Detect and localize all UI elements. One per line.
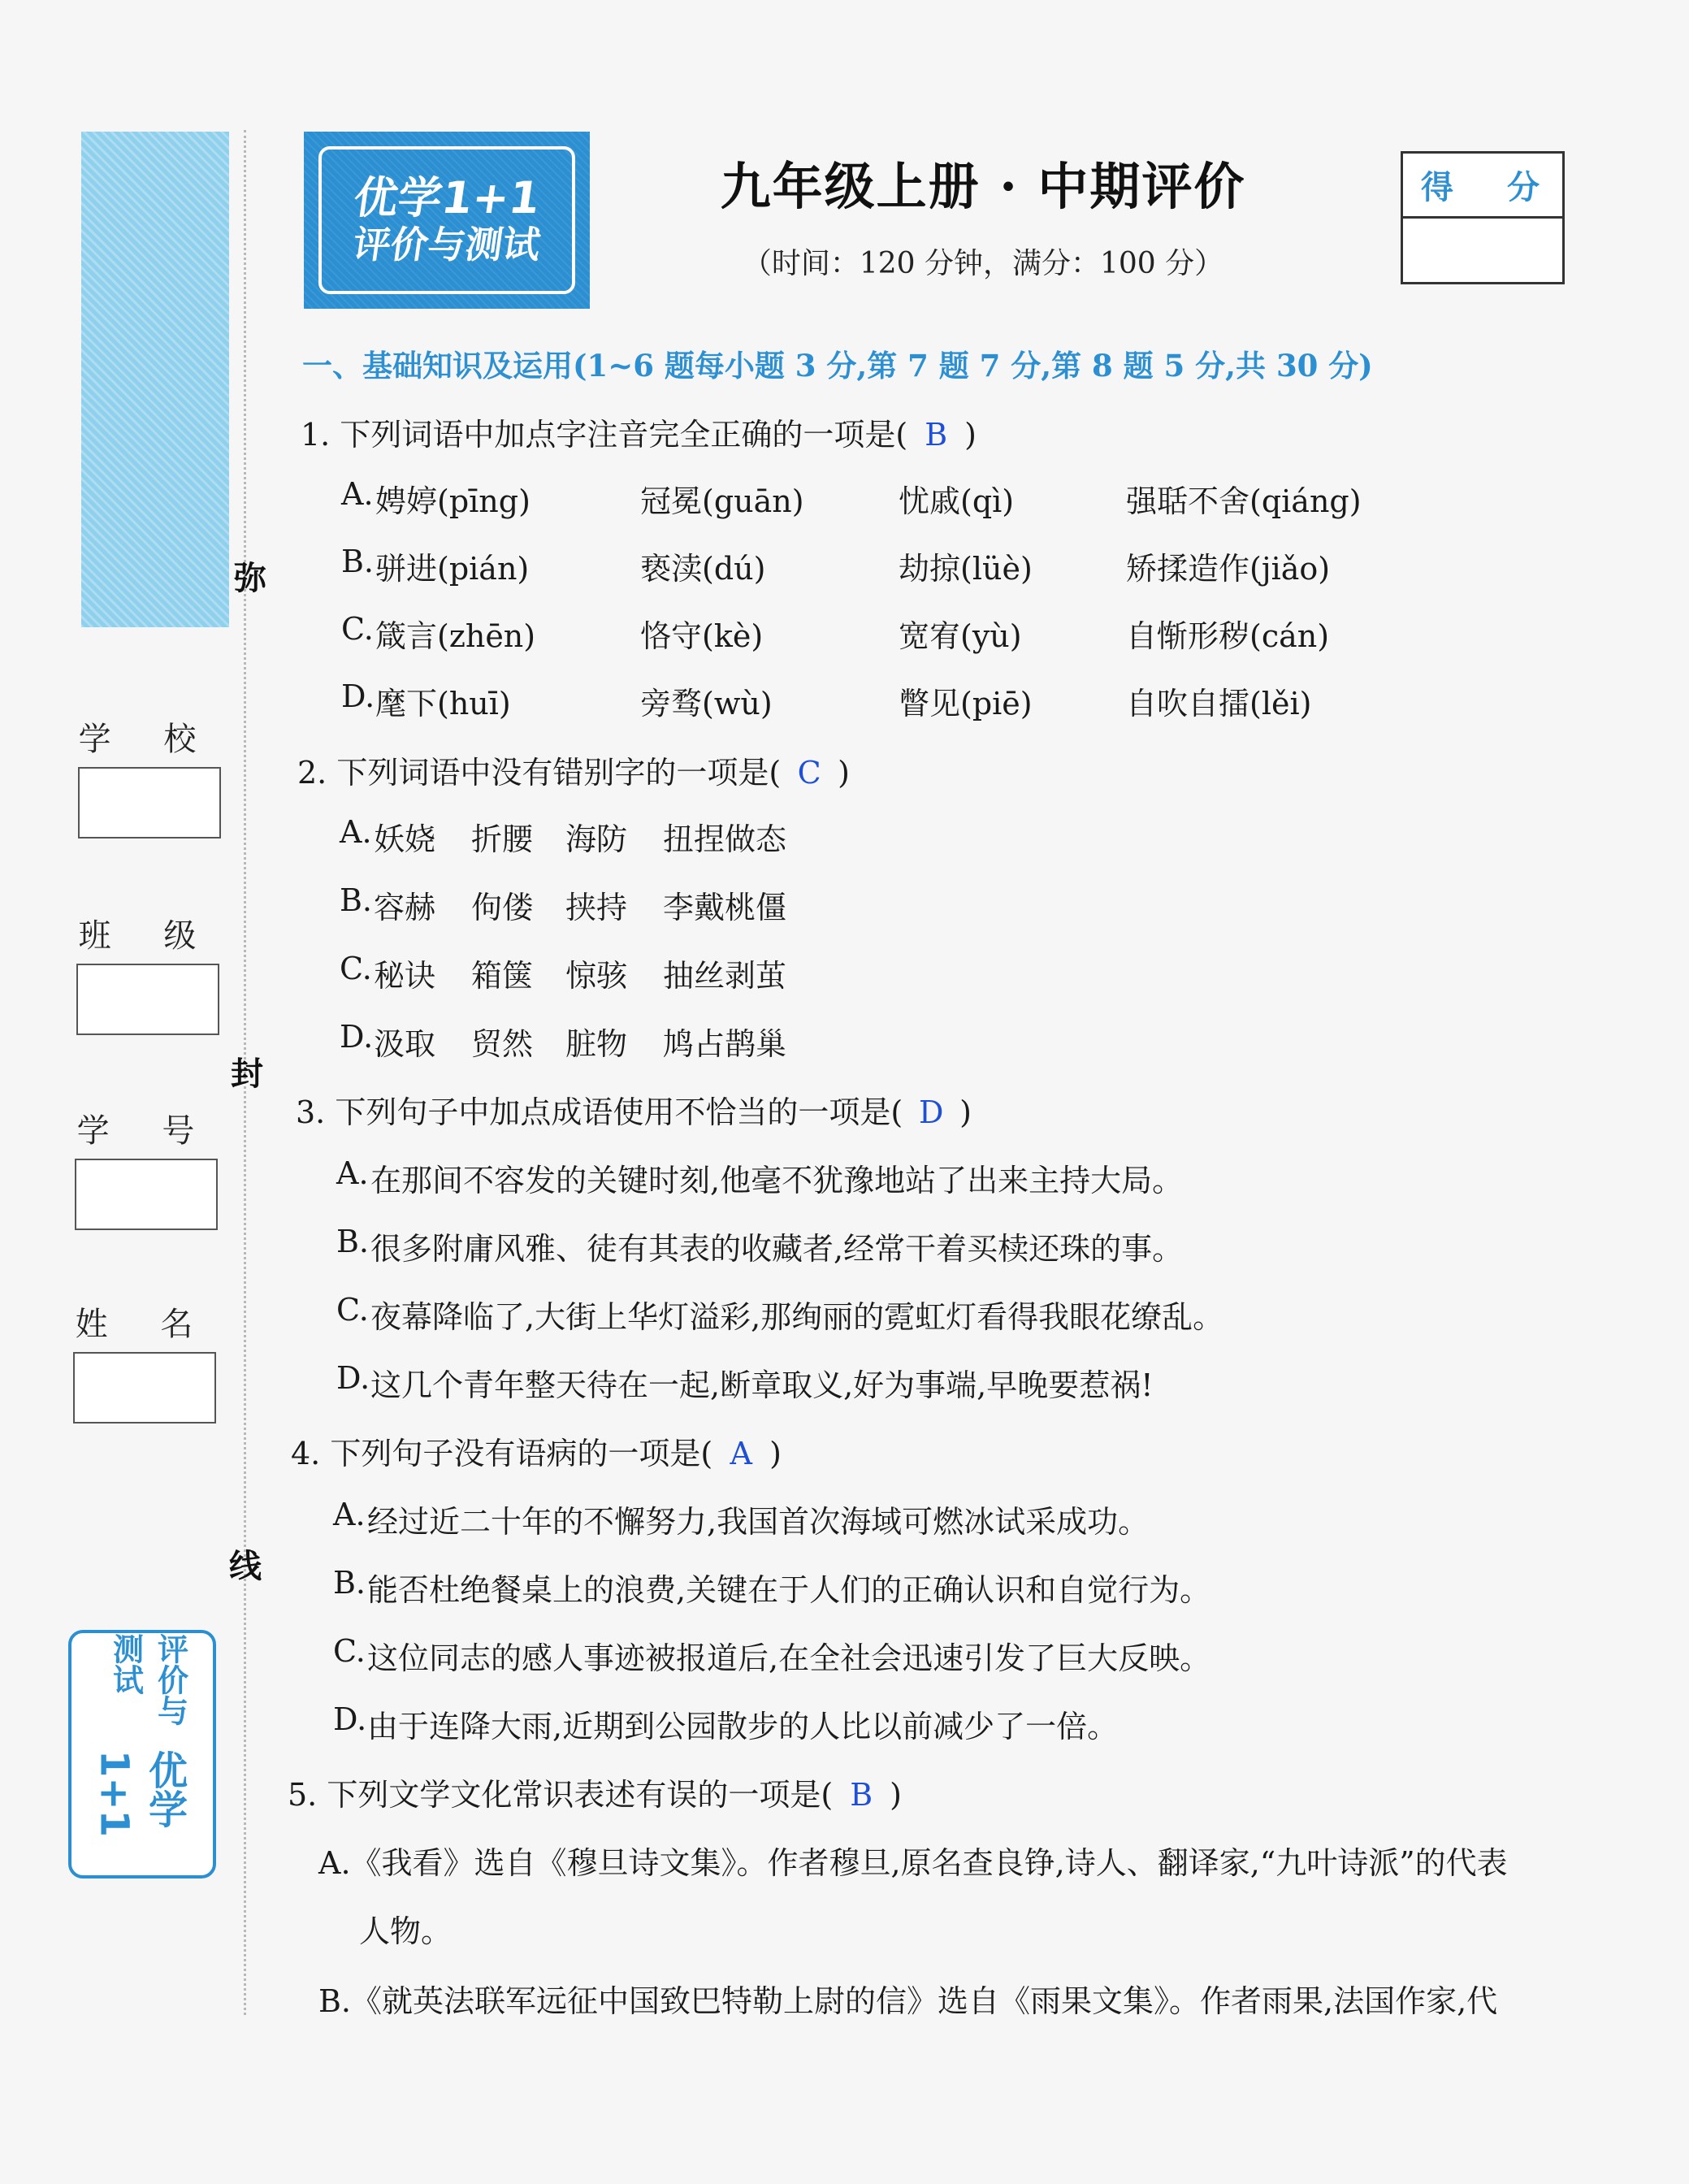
option-row [336,1224,1223,1292]
margin-decoration [81,132,229,627]
option-item: 麾下(huī) [375,686,511,722]
option-text: 夜幕降临了,大街上华灯溢彩,那绚丽的霓虹灯看得我眼花缭乱。 [370,1299,1224,1335]
side-logo [68,1630,216,1878]
option-label: D. [333,1701,367,1737]
score-field[interactable] [1403,219,1562,282]
option-label: A. [333,1497,366,1532]
score-label: 得 分 [1403,154,1562,219]
class-label: 班 级 [78,917,218,955]
option-row [341,678,1362,746]
option-text: 在那间不容发的关键时刻,他毫不犹豫地站了出来主持大局。 [370,1163,1184,1198]
option-item: 佝偻 [471,890,534,925]
q3-options [336,1155,1223,1428]
option-item: 强聒不舍(qiáng) [1126,483,1362,519]
option-label: B. [318,1983,352,2019]
option-label: C. [336,1292,369,1328]
option-row [333,1565,1210,1633]
option-item: 折腰 [471,821,534,857]
q5-option-a-cont: 人物。 [359,1913,453,1949]
seal-char-3: 线 [229,1548,262,1585]
exam-info: （时间：120 分钟，满分：100 分） [742,247,1224,280]
school-label: 学 校 [78,721,218,758]
paren-close: ) [959,1094,972,1130]
option-item: 脏物 [565,1026,628,1062]
option-label: D. [341,678,375,714]
brand-logo [304,132,590,309]
q1-options [341,476,1362,746]
option-label: B. [336,1224,370,1259]
option-text: 由于连降大雨,近期到公园散步的人比以前减少了一倍。 [367,1709,1119,1744]
option-row [333,1633,1210,1701]
option-label: C. [340,951,372,986]
option-label: D. [340,1019,374,1055]
option-item: 亵渎(dú) [640,551,766,587]
option-item: 自吹自擂(lěi) [1126,686,1312,722]
logo-line1: 优学1+1 [350,172,544,223]
option-row [341,476,1362,544]
option-label: A. [341,476,374,512]
option-item: 忧戚(qì) [899,483,1015,519]
name-label: 姓 名 [75,1306,214,1343]
option-row [341,611,1362,678]
option-item: 骈进(pián) [375,551,530,587]
option-item: 妖娆 [374,821,436,857]
option-item: 秘诀 [374,958,436,994]
name-field[interactable] [73,1352,216,1424]
option-text: 能否杜绝餐桌上的浪费,关键在于人们的正确认识和自觉行为。 [367,1572,1211,1608]
question-5 [288,1770,902,1814]
logo-line2: 评价与测试 [350,223,544,266]
option-item: 扭捏做态 [663,821,787,857]
q5-option-b [318,1976,1497,2021]
option-item: 惊骇 [565,958,628,994]
question-2 [297,748,850,792]
option-label: A. [340,814,372,850]
option-item: 箴言(zhēn) [375,618,536,654]
option-row [340,951,786,1019]
student-id-label: 学 号 [76,1112,216,1150]
question-stem: 3. 下列句子中加点成语使用不恰当的一项是( [296,1094,903,1130]
option-text: 《就英法联军远征中国致巴特勒上尉的信》选自《雨果文集》。作者雨果,法国作家,代 [351,1983,1498,2019]
question-stem: 5. 下列文学文化常识表述有误的一项是( [288,1777,834,1813]
paren-close: ) [838,755,850,791]
option-label: A. [318,1845,351,1881]
option-label: B. [341,544,375,579]
question-stem: 4. 下列句子没有语病的一项是( [291,1436,713,1471]
answer-mark: D [918,1094,944,1130]
class-field[interactable] [76,964,219,1035]
option-item: 恪守(kè) [640,618,764,654]
option-row [336,1360,1223,1428]
question-3 [296,1087,972,1132]
answer-mark: A [730,1436,752,1471]
option-item: 娉婷(pīng) [375,483,531,519]
question-1 [301,410,977,454]
option-row [336,1292,1223,1360]
option-label: A. [336,1155,369,1191]
q5-option-a [318,1838,1508,1883]
option-row [341,544,1362,611]
option-item: 李戴桃僵 [663,890,787,925]
score-box [1401,151,1565,284]
student-id-field[interactable] [75,1159,218,1230]
option-row [340,814,786,882]
option-label: D. [336,1360,370,1396]
q4-options [333,1497,1210,1770]
option-text: 《我看》选自《穆旦诗文集》。作者穆旦,原名查良铮,诗人、翻译家,“九叶诗派”的代表 [350,1845,1508,1881]
option-item: 自惭形秽(cán) [1126,618,1330,654]
section-heading: 一、基础知识及运用(1~6 题每小题 3 分,第 7 题 7 分,第 8 题 5 分,共 30 分) [302,348,1373,384]
option-item: 冠冕(guān) [640,483,804,519]
paren-close: ) [769,1436,782,1471]
option-text: 很多附庸风雅、徒有其表的收藏者,经常干着买椟还珠的事。 [370,1231,1184,1267]
option-item: 汲取 [374,1026,436,1062]
answer-mark: B [925,417,948,453]
option-item: 海防 [565,821,628,857]
seal-char-2: 封 [231,1055,263,1093]
option-row [340,882,786,951]
option-text: 经过近二十年的不懈努力,我国首次海域可燃冰试采成功。 [367,1504,1150,1540]
seal-char-1: 弥 [234,560,266,597]
option-item: 容赫 [374,890,436,925]
page-title: 九年级上册 · 中期评价 [720,157,1246,216]
option-item: 宽宥(yù) [899,618,1022,654]
paren-close: ) [964,417,977,453]
side-logo-line1: 优学1+1 [91,1750,188,1838]
question-4 [291,1428,782,1473]
answer-mark: B [850,1777,873,1813]
option-row [333,1701,1210,1770]
option-item: 劫掠(lüè) [899,551,1033,587]
option-row [336,1155,1223,1224]
option-item: 瞥见(piē) [899,686,1033,722]
option-label: C. [341,611,374,647]
option-item: 抽丝剥茧 [663,958,787,994]
q2-options [340,814,786,1087]
option-item: 箱箧 [471,958,534,994]
option-item: 挟持 [565,890,628,925]
option-text: 这几个青年整天待在一起,断章取义,好为事端,早晚要惹祸! [370,1367,1154,1403]
answer-mark: C [797,755,821,791]
paren-close: ) [890,1777,902,1813]
option-label: C. [333,1633,366,1669]
option-item: 旁骛(wù) [640,686,773,722]
school-field[interactable] [78,767,221,838]
option-row [340,1019,786,1087]
question-stem: 1. 下列词语中加点字注音完全正确的一项是( [301,417,908,453]
option-label: B. [340,882,373,918]
option-label: B. [333,1565,366,1601]
option-item: 矫揉造作(jiǎo) [1126,551,1331,587]
option-item: 鸠占鹊巢 [663,1026,787,1062]
option-row [333,1497,1210,1565]
question-stem: 2. 下列词语中没有错别字的一项是( [297,755,782,791]
option-item: 贸然 [471,1026,534,1062]
side-logo-line2: 评价与测试 [107,1633,188,1726]
option-text: 这位同志的感人事迹被报道后,在全社会迅速引发了巨大反映。 [367,1640,1211,1676]
